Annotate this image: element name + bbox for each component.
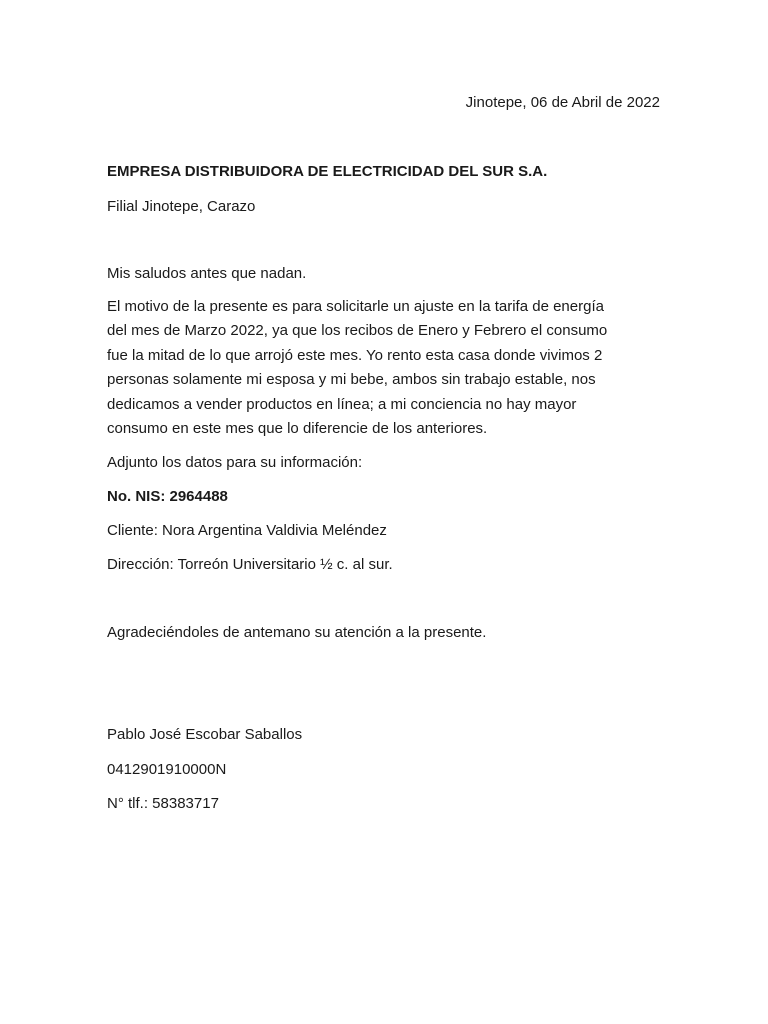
body-line: fue la mitad de lo que arrojó este mes. Yo rento esta casa donde vivimos 2 bbox=[107, 346, 603, 364]
thanks-line: Agradeciéndoles de antemano su atención a la presente. bbox=[107, 624, 487, 641]
body-line: del mes de Marzo 2022, ya que los recibos de Enero y Febrero el consumo bbox=[107, 322, 608, 340]
signer-name: Pablo José Escobar Saballos bbox=[107, 726, 303, 743]
signer-id: 0412901910000N bbox=[107, 761, 227, 778]
body-line: personas solamente mi esposa y mi bebe, ambos sin trabajo estable, nos bbox=[107, 371, 596, 389]
attachment-intro: Adjunto los datos para su información: bbox=[107, 454, 363, 471]
nis-number: No. NIS: 2964488 bbox=[107, 488, 228, 505]
client-name: Cliente: Nora Argentina Valdivia Meléndez bbox=[107, 522, 387, 539]
body-line: consumo en este mes que lo diferencie de los anteriores. bbox=[107, 420, 488, 438]
body-line: El motivo de la presente es para solicitarle un ajuste en la tarifa de energía bbox=[107, 298, 604, 315]
client-address: Dirección: Torreón Universitario ½ c. al sur. bbox=[107, 556, 393, 573]
letter-body bbox=[107, 295, 667, 441]
letter-date: Jinotepe, 06 de Abril de 2022 bbox=[465, 94, 660, 111]
greeting: Mis saludos antes que nadan. bbox=[107, 265, 307, 282]
branch-location: Filial Jinotepe, Carazo bbox=[107, 198, 256, 215]
signer-phone: N° tlf.: 58383717 bbox=[107, 795, 219, 812]
company-name: EMPRESA DISTRIBUIDORA DE ELECTRICIDAD DEL SUR S.A. bbox=[107, 163, 548, 180]
body-line: dedicamos a vender productos en línea; a mi conciencia no hay mayor bbox=[107, 395, 577, 413]
